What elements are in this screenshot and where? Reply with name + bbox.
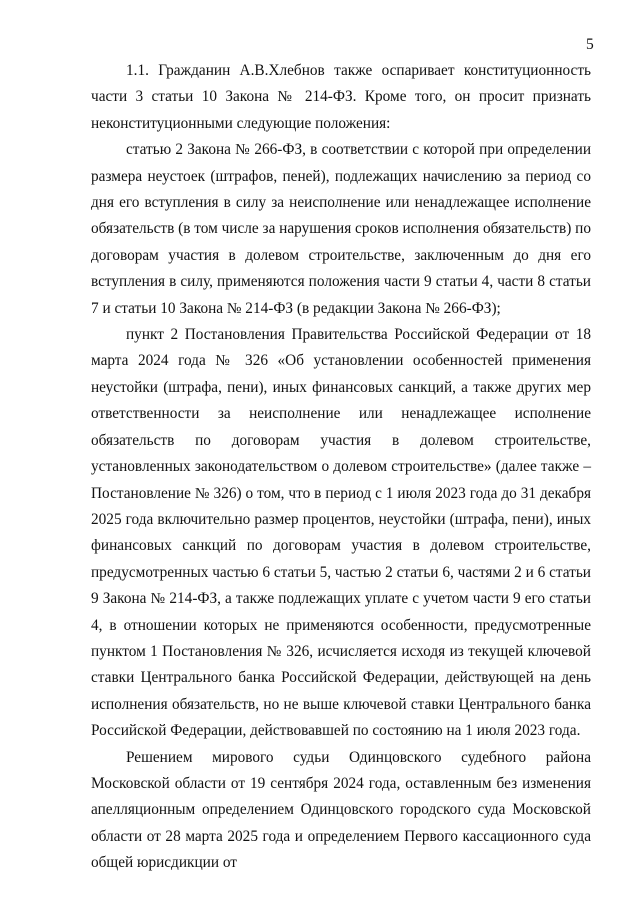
paragraph-4: Решением мирового судьи Одинцовского судебного района Московской области от 19 сентября 2024 года, оставленным без изменения апелляционным определением Одинцовского городского суда Московской области от 28 марта 2025 года и определением Первого кассационного суда общей юрисдикции от [91,748,591,872]
paragraph-1: 1.1. Гражданин А.В.Хлебнов также оспаривает конституционность части 3 статьи 10 Закона № 214-ФЗ. Кроме того, он просит признать неконституционными следующие положения: [91,62,591,132]
paragraph-3: пункт 2 Постановления Правительства Российской Федерации от 18 марта 2024 года № 326 «Об установлении особенностей применения неустойки (штрафа, пени), иных финансовых санкций, а также других мер ответственности за неисполнение или ненадлежащее исполнение обязательств по договорам участия в долевом строительстве, установленных законодательством о долевом строительстве» (далее также – Постановление № 326) о том, что в период с 1 июля 2023 года до 31 декабря 2025 года включительно размер процентов, неустойки (штрафа, пени), иных финансовых санкций по договорам участия в долевом строительстве, предусмотренных частью 6 статьи 5, частью 2 статьи 6, частями 2 и 6 статьи 9 Закона № 214-ФЗ, а также подлежащих уплате с учетом части 9 его статьи 4, в отношении которых не применяются особенности, предусмотренные пунктом 1 Постановления № 326, исчисляется исходя из текущей ключевой ставки Центрального банка Российской Федерации, действующей на день исполнения обязательств, но не выше ключевой ставки Центрального банка Российской Федерации, действовавшей по состоянию на 1 июля 2023 года. [91,326,591,740]
page-number: 5 [586,36,594,53]
document-body [91,58,591,877]
paragraph-2: статью 2 Закона № 266-ФЗ, в соответствии с которой при определении размера неустоек (штрафов, пеней), подлежащих начислению за период со дня его вступления в силу за неисполнение или ненадлежащее исполнение обязательств (в том числе за нарушения сроков исполнения обязательств) по договорам участия в долевом строительстве, заключенным до дня его вступления в силу, применяются положения части 9 статьи 4, части 8 статьи 7 и статьи 10 Закона № 214-ФЗ (в редакции Закона № 266-ФЗ); [91,141,592,317]
